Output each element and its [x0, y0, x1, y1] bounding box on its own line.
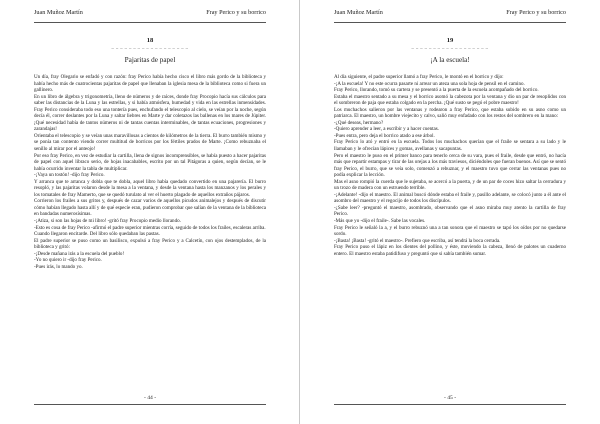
ornament-divider: ~ ~ ~ ~ ~ ~ ~ ~ ~ ~ ~ ~ ~ ~ ~ ~ ~ ~: [111, 46, 189, 51]
paragraph: Pero el maestro le puso en el primer banco para tenerlo cerca de su vara, pues el fraile, desde que entró, no hacía más que repartir estampas y tirar de las orejas a los más traviesos, diciéndoles que fueran buenos. Así que se sentó fray Perico, el burro, que se veía solo, comenzó a rebuznar, y el maestro tuvo que cerrar las ventanas pues no podía explicar la lección.: [334, 152, 566, 179]
paragraph: Fray Perico puso el lápiz en los dientes del pollino, y éste, moviendo la cabeza, llenó de palotes un cuaderno entero. El maestro estaba patidifuso y preguntó que si sabía también sumar.: [334, 244, 566, 257]
paragraph: Cuando llegaron encitarde. Del libro sólo quedaban las pastas.: [34, 231, 160, 238]
footer-rule: [334, 404, 566, 405]
paragraph: -Yo no quiero ir -dijo fray Perico.: [34, 257, 102, 264]
chapter-number: 18: [146, 37, 154, 44]
paragraph: -¡Adelante! -dijo el maestro. El animal buscó dónde estaba el fraile y, pasillo adelante, se colocó junto a él ante el asombro del maestro y el regocijo de todos los discípulos.: [334, 191, 566, 205]
page-footer-number: - 44 -: [143, 395, 157, 401]
running-head-title: Fray Perico y su borrico: [206, 9, 266, 16]
paragraph: Orientaba el telescopio y se veían unas maravillosas a cientos de kilómetros de la tierra. El burro también mismo y se ponía tan contento viendo correr multitud de borricos por los fértiles prados de Marte. ¡Como rebuznaba el senillo al mirar por el anteojo!: [34, 132, 266, 153]
body-text: [34, 74, 266, 270]
footer-rule: [34, 404, 266, 405]
paragraph: Fray Perico le señaló la a, y el burro rebuznó una a tan sonora que el maestro se tapó los oídos por no quedarse sordo.: [334, 224, 566, 238]
page-footer-number: - 45 -: [443, 395, 457, 401]
running-head-title: Fray Perico y su borrico: [506, 9, 566, 16]
paragraph: Los muchachos salieron por las ventanas y rodearon a fray Perico, que estaba subido en su asno como un patriarca. El maestro, un hombre viejecito y calvo, salió muy enfadado con los restos del sombrero en la mano:: [334, 106, 566, 120]
paragraph: Mas el asno rompió la cuerda que le sujetaba, se acercó a la puerta, y de un par de coces hizo saltar la cerradura y un trozo de madera con un estruendo terrible.: [334, 178, 566, 192]
paragraph: Estaba el maestro sentado a su mesa y el borrico asomó la cabezota por la ventana y dio un par de resoplidos con el sombreron de paja que estaba colgado en la percha. ¡Qué susto se pegó el pobre maestro!: [334, 93, 566, 107]
paragraph: En un libro de álgebra y trigonometría, lleno de números y de raíces, donde fray Procopio hacía sus cálculos para saber las distancias de la Luna y las estrellas, y si había atmósfera, humedad y vida en las estrellas inmensidades. Fray Perico consideraba todo eso una tontería pues, enchufando el telescopio al cielo, se veían por la noche, según decía él, correr deslantes por la Luna y saltar liebres en Marte y dar coletazos las ballenas en los mares de Júpiter. ¡Qué necesidad había de tantos números ni de tantas cuentas interminables, de tantas ecuaciones, progresiones y zarandajas!: [34, 93, 266, 133]
paragraph: -¿Sabe leer? -preguntó el maestro, asombrado, observando que el asno miraba muy atento la cartilla de fray Perico.: [334, 204, 566, 218]
paragraph: Y arranca que te arranca y dobla que te dobla, aquel libro había quedado convertido en una pajarería. El burro resopló, y las pajaritas volaron desde la mesa a la ventana, y desde la ventana hasta los manzanos y los perales y los tomatales de fray Mamerto, que se quedó turulato al ver el huerto plagado de aquellos extraños pájaros.: [34, 178, 266, 198]
ornament-divider: ~ ~ ~ ~ ~ ~ ~ ~ ~ ~ ~ ~ ~ ~ ~ ~ ~ ~: [411, 46, 489, 51]
paragraph: Por eso fray Perico, en vez de estudiar la cartilla, llena de signos incomprensibles, se había puesto a hacer pajaritas de papel con aquel libraco serio, de hojas inacabables, escrito por un tal Pitágoras a quien, según decían, se le había ocurrido inventar la tabla de multiplicar.: [34, 152, 266, 172]
paragraph: -Pues irás, lo mando yo.: [34, 263, 83, 270]
running-head-author: Juan Muñoz Martín: [334, 9, 383, 16]
running-head: [334, 8, 566, 23]
paragraph: Fray Perico lo ató y entró en la escuela. Todos los muchachos querían que el fraile se sentara a su lado y le llamaban y le ofrecían lápices y gomas, avellanas y sacapuntas.: [334, 139, 566, 153]
paragraph: -¡Basta! ¡Basta! -gritó el maestro-. Prefiero que escriba, así tendrá la boca cerrada.: [334, 237, 501, 244]
chapter-number: 19: [446, 37, 454, 44]
paragraph: Un día, fray Olegario se enfadó y con razón: fray Perico había hecho cisco el libro más gordo de la biblioteca y había hecho más de cuatrocientas pajaritas de papel que llenaban la iglesia mesa de la biblioteca como si fuera un gallinero.: [34, 74, 266, 94]
paragraph: -¡Vaya un tostón! -dijo fray Perico.: [34, 172, 105, 179]
running-head-author: Juan Muñoz Martín: [34, 9, 83, 16]
paragraph: -Pues entra, pero deja el borrico atado a ese árbol.: [334, 132, 435, 139]
paragraph: -Esto es cosa de fray Perico -afirmó el padre superior mientras corría, seguido de todos los frailes, escaleras arriba.: [34, 224, 266, 231]
paragraph: -Más que yo -dijo el fraile-. Sabe las vocales.: [334, 218, 426, 225]
paragraph: -Quiero aprender a leer, a escribir y a hacer cuentas.: [334, 126, 440, 133]
paragraph: -¡Atiza, si son las hojas de mi libro! -gritó fray Procopio medio llorando.: [34, 218, 181, 225]
paragraph: -¡Desde mañana irás a la escuela del pueblo!: [34, 250, 125, 257]
paragraph: -¡A la escuela! Y no este ocurra pasarte ni arrear un ateza una sola hoja de pensil en el camino.: [334, 80, 525, 87]
paragraph: Al día siguiente, el padre superior llamó a fray Perico, le montó en el borrico y dijo:: [334, 74, 504, 80]
paragraph: Corrieron los frailes a sus gritos y, después de cazar varios de aquellos picudos animalejos y después de discutir cómo habían llegado hasta allí y de qué especie eran, pudieron comprobar que salían de la ventana de la biblioteca en bandadas numerosísimas.: [34, 198, 266, 218]
body-text: [334, 74, 566, 257]
paragraph: -¿Qué deseas, hermano?: [334, 119, 384, 126]
paragraph: Fray Perico, llorando, tomó su cartera y se presentó a la puerta de la escuela acompañado del borrico.: [334, 87, 539, 94]
chapter-title: Pajaritas de papel: [124, 56, 176, 64]
right-page: [300, 0, 600, 424]
chapter-title: ¡A la escuela!: [430, 56, 470, 64]
running-head: [34, 8, 266, 23]
paragraph: El padre superior se puso como un basilisco, expulsó a fray Perico y a Calcetín, con ojos destemplados, de la biblioteca y gritó:: [34, 237, 266, 251]
